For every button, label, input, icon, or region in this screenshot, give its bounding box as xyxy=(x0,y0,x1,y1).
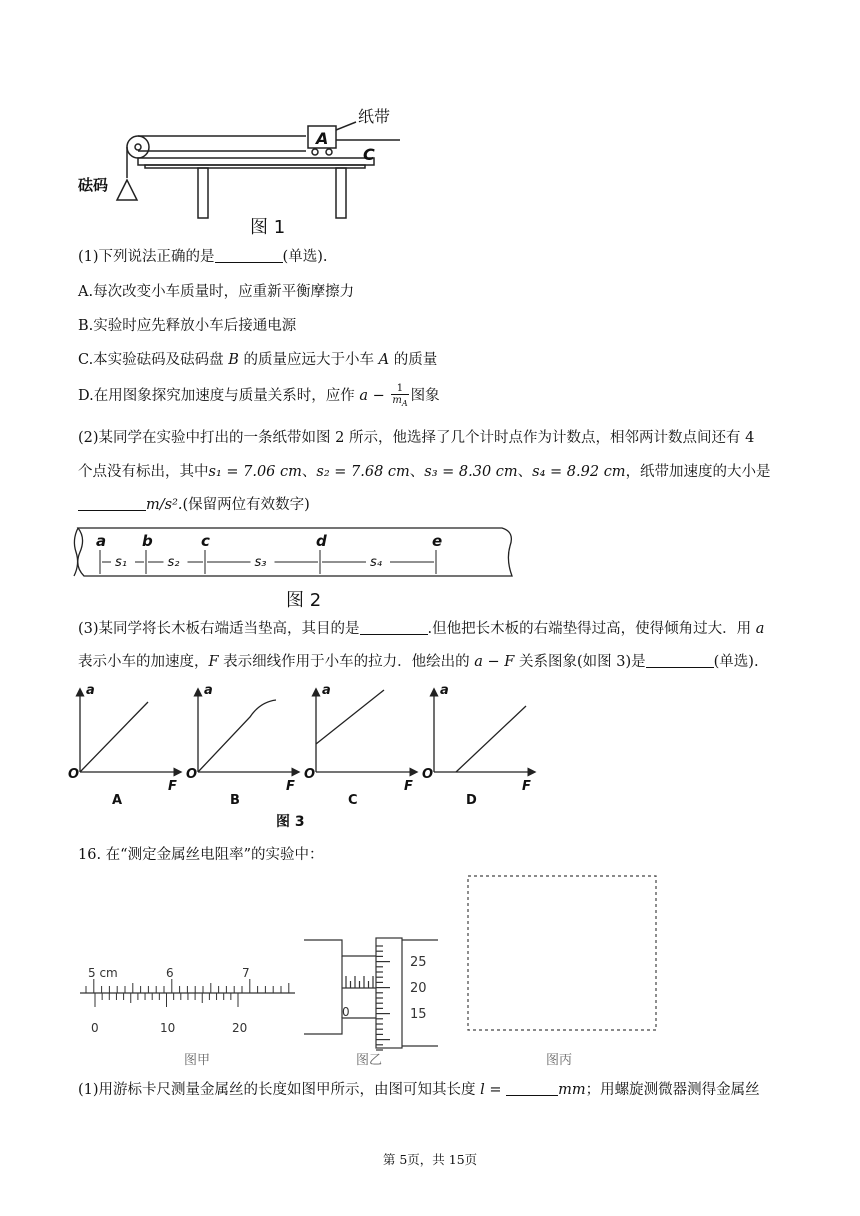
axis-label-f: F xyxy=(286,779,295,794)
q2-answer-blank[interactable] xyxy=(78,496,146,511)
frac-den-m: m xyxy=(392,395,402,406)
axis-label-f: F xyxy=(522,779,531,794)
q1-suffix: (单选). xyxy=(282,249,328,265)
graphs-group xyxy=(68,683,534,808)
q3-line-2 xyxy=(78,652,759,672)
fig1-label-tape: 纸带 xyxy=(358,107,391,126)
q2-s3: s₃ = 8.30 cm xyxy=(424,464,518,480)
fig2-caption: 图 2 xyxy=(286,590,322,611)
origin-label: O xyxy=(186,767,198,782)
q2-line-2 xyxy=(78,462,771,482)
tape-point-e: e xyxy=(432,532,443,550)
q2-s2: s₂ = 7.68 cm xyxy=(316,464,410,480)
graph-curve xyxy=(80,702,148,772)
q2-sep-3: 、 xyxy=(517,464,533,480)
caliper-vernier-label-0: 0 xyxy=(91,1021,99,1035)
q3-line2-a: 表示小车的加速度， xyxy=(78,654,209,670)
q1-option-b: B.实验时应先释放小车后接通电源 xyxy=(78,318,297,334)
q2-line-3 xyxy=(78,495,310,515)
q1-optc-text1: C.本实验砝码及砝码盘 xyxy=(78,352,229,368)
q1-answer-blank[interactable] xyxy=(215,248,283,263)
caliper-main-label-7: 7 xyxy=(242,966,250,980)
q1-prefix: (1)下列说法正确的是 xyxy=(78,249,215,265)
vernier-caliper xyxy=(80,979,295,1007)
axis-label-f: F xyxy=(404,779,413,794)
q3-var-a: a xyxy=(755,621,765,637)
q2-line-1: (2)某同学在实验中打出的一条纸带如图 2 所示，他选择了几个计时点作为计数点，相邻两计数点间还有 4 xyxy=(78,430,755,446)
graph-option-label: B xyxy=(230,793,240,808)
origin-label: O xyxy=(68,767,80,782)
q16-title: 16. 在“测定金属丝电阻率”的实验中： xyxy=(78,847,324,863)
q2-line2-a: 个点没有标出，其中 xyxy=(78,464,209,480)
graph-option-label: D xyxy=(466,793,477,808)
tape-segment-label: s₁ xyxy=(115,555,127,570)
q1-optd-fraction xyxy=(391,383,408,409)
tape-segment-label: s₂ xyxy=(167,555,180,570)
graph-D xyxy=(422,683,534,808)
caption-bing: 图丙 xyxy=(546,1053,573,1068)
origin-label: O xyxy=(304,767,316,782)
frac-numerator: 1 xyxy=(391,383,408,395)
figure-1-apparatus xyxy=(70,100,420,240)
graph-A xyxy=(68,683,180,808)
q2-sep-2: 、 xyxy=(409,464,425,480)
fig1-caption: 图 1 xyxy=(250,217,286,238)
tape-point-c: c xyxy=(201,532,210,550)
figure-3-graphs xyxy=(70,680,530,835)
micrometer-label-25: 25 xyxy=(410,955,427,970)
graph-curve xyxy=(198,700,276,772)
q3-var-f: F xyxy=(208,654,219,670)
tape-point-a: a xyxy=(96,532,107,550)
fig1-label-weight: 砝码 xyxy=(78,176,109,194)
q16-1-answer-blank[interactable] xyxy=(506,1081,558,1096)
q16-1-unit: mm xyxy=(558,1082,586,1098)
axis-label-a: a xyxy=(440,683,449,698)
graph-C xyxy=(304,683,416,808)
figure-4-instruments xyxy=(70,868,670,1073)
tape-point-d: d xyxy=(316,532,327,550)
origin-label: O xyxy=(422,767,434,782)
caption-jia: 图甲 xyxy=(184,1053,211,1068)
q2-sep-1: 、 xyxy=(301,464,317,480)
frac-den-sub: A xyxy=(401,399,408,408)
q3-line2-c: 关系图象(如图 3)是 xyxy=(514,654,646,670)
q2-note: (保留两位有效数字) xyxy=(182,497,310,513)
graph-curve xyxy=(456,706,526,772)
q3-line1-a: (3)某同学将长木板右端适当垫高，其目的是 xyxy=(78,621,360,637)
q1-optd-text1: D.在用图象探究加速度与质量关系时，应作 xyxy=(78,388,360,404)
graph-option-label: A xyxy=(112,793,123,808)
q1-optc-var-a: A xyxy=(378,352,390,368)
caliper-main-label-5cm: 5 cm xyxy=(88,966,118,980)
caliper-vernier-label-10: 10 xyxy=(160,1021,176,1035)
q1-optc-text2: 的质量应远大于小车 xyxy=(238,352,379,368)
figure-2-tape xyxy=(70,520,520,615)
q1-option-a: A.每次改变小车质量时，应重新平衡摩擦力 xyxy=(78,284,355,300)
micrometer-label-15: 15 xyxy=(410,1007,427,1022)
q1-optc-text3: 的质量 xyxy=(389,352,438,368)
graph-B xyxy=(186,683,298,808)
figure-bing-blank-box xyxy=(468,876,656,1030)
fig3-caption: 图 3 xyxy=(276,814,305,830)
graph-curve xyxy=(316,690,384,744)
tape-segment-label: s₃ xyxy=(254,555,267,570)
micrometer-label-20: 20 xyxy=(410,981,427,996)
axis-label-a: a xyxy=(204,683,213,698)
q3-a-minus-f: a − F xyxy=(474,654,515,670)
axis-label-a: a xyxy=(322,683,331,698)
q3-line1-b: .但他把长木板的右端垫得过高，使得倾角过大．用 xyxy=(427,621,756,637)
caliper-vernier-label-20: 20 xyxy=(232,1021,248,1035)
q2-line2-b: ，纸带加速度的大小是 xyxy=(625,464,771,480)
q16-1-var-l: l xyxy=(480,1082,485,1098)
frac-denominator xyxy=(391,395,408,409)
caption-yi: 图乙 xyxy=(356,1053,383,1068)
axis-label-f: F xyxy=(168,779,177,794)
graph-option-label: C xyxy=(348,793,358,808)
q16-1-eq: = xyxy=(484,1082,507,1098)
q1-optd-text2: 图象 xyxy=(410,388,440,404)
q1-optd-a: a − xyxy=(359,388,390,404)
tape-point-b: b xyxy=(142,532,153,550)
q1-stem xyxy=(78,247,327,267)
tape-marks xyxy=(96,532,442,574)
fig1-label-A: A xyxy=(316,129,329,148)
q3-choice-blank[interactable] xyxy=(646,653,714,668)
q1-option-c xyxy=(78,350,437,370)
axis-label-a: a xyxy=(86,683,95,698)
tape-segment-label: s₄ xyxy=(370,555,382,570)
q1-optc-var-b: B xyxy=(228,352,239,368)
q3-line2-d: (单选). xyxy=(713,654,759,670)
q2-s1: s₁ = 7.06 cm xyxy=(208,464,302,480)
q16-1-prefix: (1)用游标卡尺测量金属丝的长度如图甲所示，由图可知其长度 xyxy=(78,1082,481,1098)
q16-1-line xyxy=(78,1080,760,1100)
q3-purpose-blank[interactable] xyxy=(360,620,428,635)
q3-line-1 xyxy=(78,619,764,639)
q2-s4: s₄ = 8.92 cm xyxy=(532,464,626,480)
q16-1-suffix: ；用螺旋测微器测得金属丝 xyxy=(585,1082,760,1098)
micrometer-sleeve-0: 0 xyxy=(342,1005,350,1019)
page-footer: 第 5页，共 15页 xyxy=(382,1152,478,1167)
q1-option-d xyxy=(78,383,440,409)
caliper-main-label-6: 6 xyxy=(166,966,174,980)
fig1-label-C: C xyxy=(363,145,375,164)
q2-unit: m/s². xyxy=(146,497,183,513)
q3-line2-b: 表示细线作用于小车的拉力．他绘出的 xyxy=(218,654,475,670)
